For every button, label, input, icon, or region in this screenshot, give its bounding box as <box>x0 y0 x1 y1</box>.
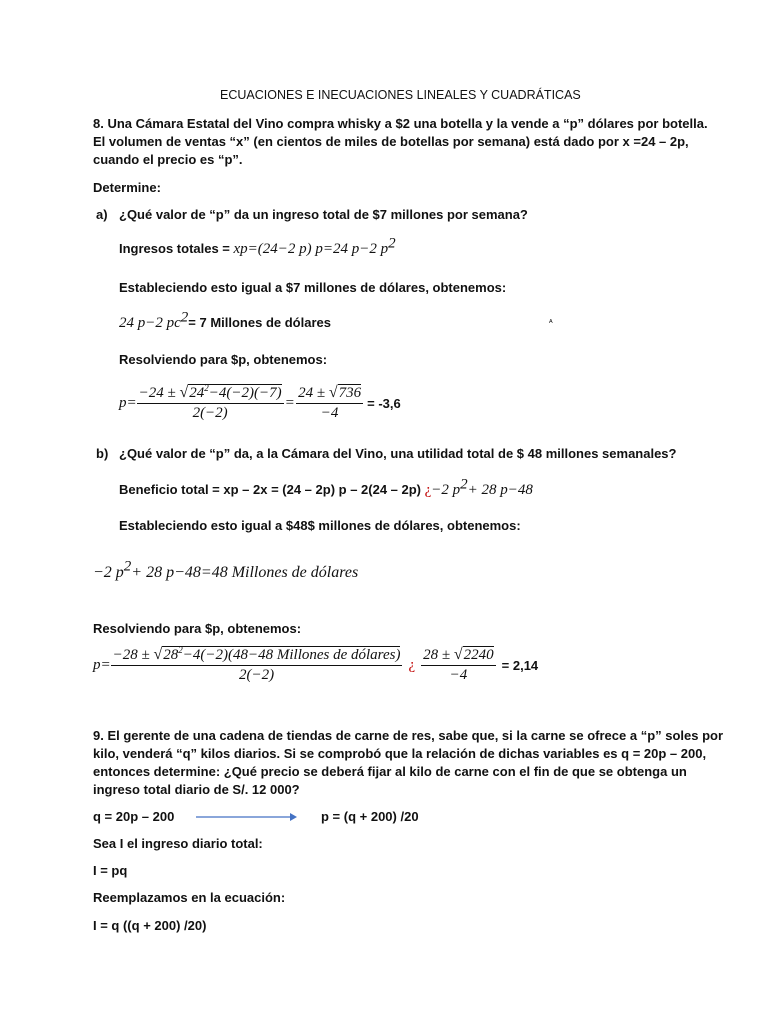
part-b-fraction-2: $\frac{28 \pm √2240}{-4}$ <box>423 646 494 683</box>
part-b-question: ¿Qué valor de “p” da, a la Cámara del Vino, una utilidad total de $ 48 millones semanales? <box>119 446 677 461</box>
problem-8-line-1: 8. Una Cámara Estatal del Vino compra whisky a $2 una botella y la vende a “p” dólares por botella. <box>93 116 708 131</box>
part-a-question: ¿Qué valor de “p” da un ingreso total de $7 millones por semana? <box>119 207 528 222</box>
sqrt-icon: √ <box>153 646 163 663</box>
part-a-equation-text: = 7 Millones de dólares <box>188 315 331 330</box>
part-a-equation-exponent: 2 <box>180 309 189 326</box>
part-a-result: = -3,6 <box>367 395 401 411</box>
ingresos-label: Ingresos totales = <box>119 241 234 256</box>
part-b-label: b) <box>96 446 109 461</box>
part-a-label: a) <box>96 207 108 222</box>
ingresos-exponent: 2 <box>388 235 396 252</box>
page-title: ECUACIONES E INECUACIONES LINEALES Y CUADRÁTICAS <box>220 88 581 102</box>
part-a-p: p= <box>119 394 137 411</box>
part-b-fraction-1: $\frac{-28 \pm √28^2-4(-2)(48-48 Millones de dólares)}{2(-2)}$ <box>112 645 401 683</box>
reemplazamos-line: Reemplazamos en la ecuación: <box>93 890 286 905</box>
q-equation: q = 20p – 200 <box>93 809 175 824</box>
determine-label: Determine: <box>93 180 161 195</box>
problem-8-line-3: cuando el precio es “p”. <box>93 152 243 167</box>
part-a-equation-math: 24 p−2 pc <box>119 315 181 331</box>
problem-9-line-3: entonces determine: ¿Qué precio se deberá fijar al kilo de carne con el fin de que se obtenga un <box>93 764 687 779</box>
problem-9-line-4: ingreso total diario de S/. 12 000? <box>93 782 300 797</box>
part-a-resolving: Resolviendo para $p, obtenemos: <box>119 352 328 367</box>
i-pq-line: I = pq <box>93 863 128 878</box>
problem-8-line-2: El volumen de ventas “x” (en cientos de miles de botellas por semana) está dado por x =24 – 2p, <box>93 134 689 149</box>
part-a-fraction-2: $\frac{24 \pm √736}{-4}$ <box>298 384 362 421</box>
part-a-formula: p= $\frac{-24 \pm √24^2-4(-2)(-7)}{2(-2)}$ = $\frac{24 \pm √736}{-4}$ = -3,6 <box>119 383 401 421</box>
part-b-equation: −2 $p^2+ 28$ p−48=48 Millones de dólares <box>93 558 359 581</box>
sea-line: Sea I el ingreso diario total: <box>93 836 263 851</box>
problem-9-line-2: kilo, venderá “q” kilos diarios. Si se comprobó que la relación de dichas variables es q = 20p – 200, <box>93 746 707 761</box>
part-a-equation <box>119 309 331 332</box>
beneficio-line: Beneficio total = xp – 2x = (24 – 2p) p – 2(24 – 2p) ¿−2 $p^2+ 28$ p−48 <box>119 476 533 498</box>
part-b-resolving: Resolviendo para $p, obtenemos: <box>93 621 302 636</box>
sqrt-icon: √ <box>453 646 463 663</box>
part-a-fraction-1: $\frac{-24 \pm √24^2-4(-2)(-7)}{2(-2)}$ <box>138 383 282 421</box>
final-equation: I = q ((q + 200) /20) <box>93 918 207 933</box>
problem-9-line-1: 9. El gerente de una cadena de tiendas de carne de res, sabe que, si la carne se ofrece a “p” soles por <box>93 728 724 743</box>
arrow-right-icon <box>196 811 298 823</box>
ingresos-totales-line <box>119 235 396 258</box>
part-b-formula: p= $\frac{-28 \pm √28^2-4(-2)(48-48 Millones de dólares)}{2(-2)}$ ¿ $\frac{28 \pm √2240}{-4}$ = 2,14 <box>93 645 539 683</box>
ingresos-formula: xp=(24−2 p) p=24 p−2 p <box>233 241 389 257</box>
sqrt-icon: √ <box>179 384 189 401</box>
part-a-establishing: Estableciendo esto igual a $7 millones de dólares, obtenemos: <box>119 280 507 295</box>
sqrt-icon: √ <box>328 384 338 401</box>
p-equation: p = (q + 200) /20 <box>321 809 419 824</box>
small-marker: ᴬ <box>549 318 553 327</box>
part-b-result: = 2,14 <box>501 657 539 673</box>
part-b-establishing: Estableciendo esto igual a $48$ millones de dólares, obtenemos: <box>119 518 521 533</box>
